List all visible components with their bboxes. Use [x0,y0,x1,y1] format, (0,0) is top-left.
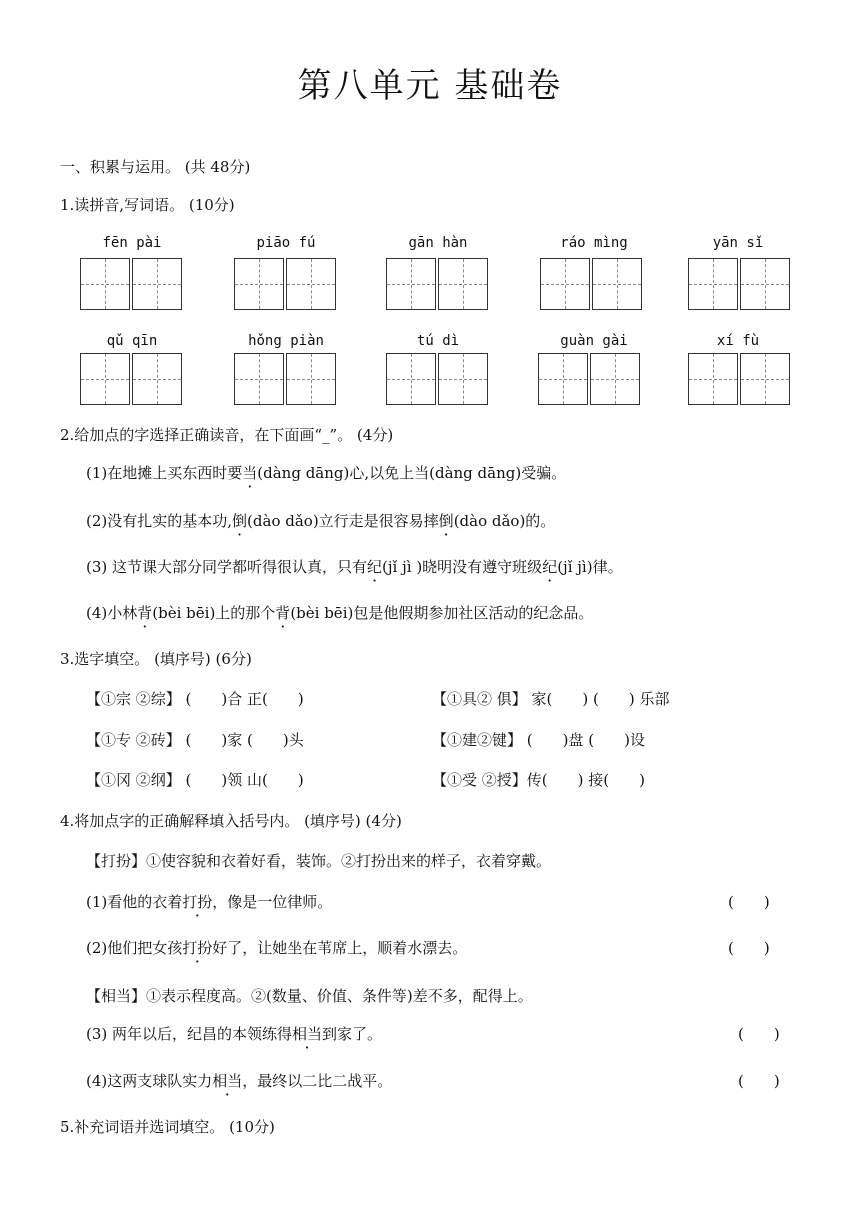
writing-grid[interactable] [386,258,490,310]
writing-grid[interactable] [386,353,490,405]
question-item: (2)没有扎实的基本功,倒(dào dǎo)立行走是很容易摔倒(dào dǎo)的。 [86,512,556,530]
fill-item: 【①专 ②砖】 ( )家 ( )头 [86,731,304,749]
question-item: (1)在地摊上买东西时要当(dàng dāng)心,以免上当(dàng dāng)受骗。 [86,464,567,482]
pinyin-label: xí fù [716,333,760,349]
writing-grid[interactable] [540,258,644,310]
pinyin-label: qǔ qīn [106,333,158,349]
pinyin-label: fēn pài [102,235,162,251]
question-1-heading: 1.读拼音,写词语。 (10分) [60,196,235,214]
question-item: (3) 这节课大部分同学都听得很认真，只有纪(jǐ jì )晓明没有遵守班级纪(jǐ jì)律。 [86,558,623,576]
pinyin-label: guàn gài [560,333,628,349]
question-5-heading: 5.补充词语并选词填空。 (10分) [60,1118,275,1136]
question-4-heading: 4.将加点字的正确解释填入括号内。 (填序号) (4分) [60,812,402,830]
writing-grid[interactable] [688,353,792,405]
answer-paren[interactable]: ( ) [728,893,770,911]
question-2-heading: 2.给加点的字选择正确读音，在下面画“_”。 (4分) [60,426,394,444]
question-3-heading: 3.选字填空。 (填序号) (6分) [60,650,252,668]
question-item: (1)看他的衣着打扮，像是一位律师。 [86,893,333,911]
fill-item: 【①建②键】 ( )盘 ( )设 [432,731,645,749]
fill-item: 【①具② 俱】 家( ) ( ) 乐部 [432,690,670,708]
pinyin-label: piāo fú [256,235,316,251]
pinyin-label: gān hàn [408,235,468,251]
writing-grid[interactable] [234,353,338,405]
definition: 【打扮】①使容貌和衣着好看，装饰。②打扮出来的样子，衣着穿戴。 [86,852,552,870]
pinyin-label: hǒng piàn [248,333,324,349]
question-item: (3) 两年以后，纪昌的本领练得相当到家了。 [86,1025,383,1043]
fill-item: 【①宗 ②综】 ( )合 正( ) [86,690,304,708]
answer-paren[interactable]: ( ) [738,1025,780,1043]
writing-grid[interactable] [234,258,338,310]
pinyin-label: tú dì [416,333,460,349]
fill-item: 【①受 ②授】传( ) 接( ) [432,771,645,789]
pinyin-label: ráo mìng [560,235,628,251]
writing-grid[interactable] [80,353,184,405]
question-item: (4)小林背(bèi bēi)上的那个背(bèi bēi)包是他假期参加社区活动的纪念品。 [86,604,594,622]
answer-paren[interactable]: ( ) [728,939,770,957]
fill-item: 【①冈 ②纲】 ( )领 山( ) [86,771,304,789]
page-title: 第八单元 基础卷 [297,66,563,106]
pinyin-label: yān sǐ [712,235,764,251]
definition: 【相当】①表示程度高。②(数量、价值、条件等)差不多，配得上。 [86,987,533,1005]
section-heading: 一、积累与运用。 (共 48分) [60,158,251,176]
writing-grid[interactable] [538,353,642,405]
writing-grid[interactable] [80,258,184,310]
writing-grid[interactable] [688,258,792,310]
answer-paren[interactable]: ( ) [738,1072,780,1090]
question-item: (4)这两支球队实力相当，最终以二比二战平。 [86,1072,393,1090]
question-item: (2)他们把女孩打扮好了，让她坐在苇席上，顺着水漂去。 [86,939,468,957]
